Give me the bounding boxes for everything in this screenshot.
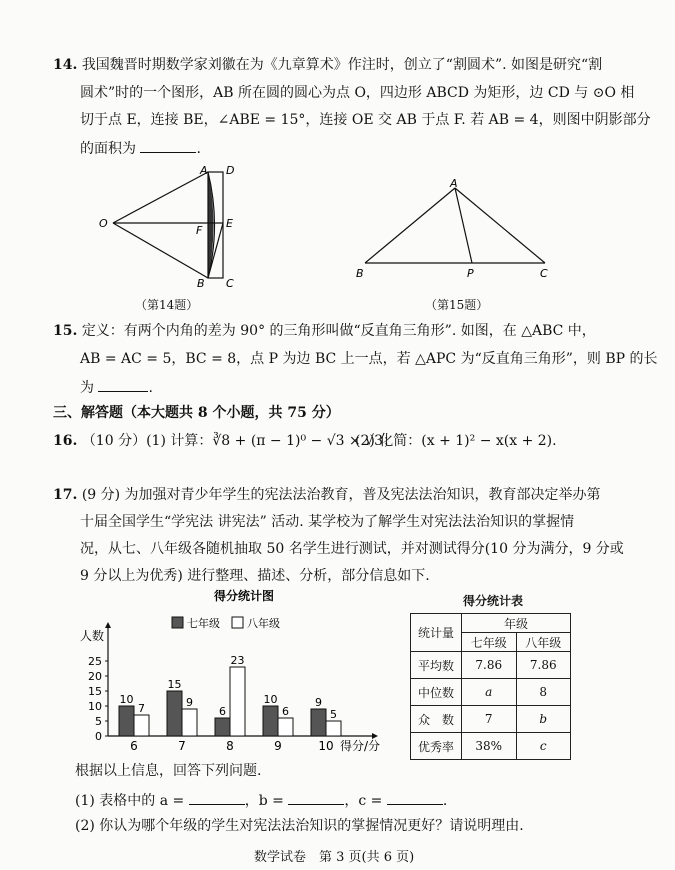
q14-label-o: O xyxy=(99,217,108,230)
table-cell-grade7: 38% xyxy=(462,733,517,760)
y-axis-label: 人数 xyxy=(80,629,105,643)
q15-figure xyxy=(350,178,565,283)
q14-label-b: B xyxy=(197,277,205,290)
q16-part2: (2) 化简：(x + 1)² − x(x + 2). xyxy=(355,433,557,449)
table-cell-label: 中位数 xyxy=(411,679,462,706)
q16-part1: （10 分）(1) 计算：∛8 + (π − 1)⁰ − √3 × √3； xyxy=(81,433,398,449)
q14-line-oa xyxy=(113,172,208,223)
page-footer: 数学试卷 第 3 页(共 6 页) xyxy=(254,850,415,865)
table-cell-label: 众 数 xyxy=(411,706,462,733)
q15-line3-end: . xyxy=(148,380,153,396)
q14-answer-blank[interactable] xyxy=(140,138,196,153)
table-cell-grade7: 7 xyxy=(462,706,517,733)
q17-sub1-end: . xyxy=(442,793,448,809)
q17-line3: 况，从七、八年级各随机抽取 50 名学生进行测试，并对测试得分(10 分为满分，9 分或 xyxy=(80,541,624,557)
q14-line2: 圆术”时的一个图形，AB 所在圆的圆心为点 O，四边形 ABCD 为矩形，边 CD 与 ⊙O 相 xyxy=(80,85,635,101)
q15-answer-blank[interactable] xyxy=(98,377,148,392)
x-tick-label: 8 xyxy=(226,739,234,753)
bar xyxy=(119,706,134,736)
score-bar-chart xyxy=(72,588,392,756)
q15-label-p: P xyxy=(467,267,474,280)
q15-line3: 为 xyxy=(80,380,94,396)
y-axis-arrow xyxy=(105,622,111,628)
q15-number: 15. xyxy=(53,323,78,339)
q17-line1: (9 分) 为加强对青少年学生的宪法法治教育，普及宪法法治知识，教育部决定举办第 xyxy=(81,487,601,503)
q14-label-d: D xyxy=(226,164,235,177)
chart-title: 得分统计图 xyxy=(214,589,275,603)
y-tick-label: 15 xyxy=(88,685,102,698)
table-cell-grade7: a xyxy=(462,679,517,706)
x-tick-label: 6 xyxy=(130,739,138,753)
bar-value-label: 9 xyxy=(315,696,322,709)
answer-blank-b[interactable] xyxy=(288,790,344,805)
q15-caption: （第15题） xyxy=(425,298,489,312)
q14-label-a: A xyxy=(200,164,208,177)
table-row xyxy=(411,652,571,679)
score-stats-table xyxy=(410,613,571,760)
table-cell-label: 优秀率 xyxy=(411,733,462,760)
q15-line1: 定义：有两个内角的差为 90° 的三角形叫做“反直角三角形”. 如图，在 △ABC 中， xyxy=(81,323,596,339)
y-tick-label: 0 xyxy=(95,730,102,743)
q17-sub1-a: (1) 表格中的 a = xyxy=(75,793,185,809)
bar xyxy=(326,721,341,736)
q14-line-ob xyxy=(113,223,208,278)
bar xyxy=(215,718,230,736)
bar xyxy=(167,691,182,736)
bar-value-label: 6 xyxy=(282,705,289,718)
bar-value-label: 9 xyxy=(186,696,193,709)
y-tick-label: 20 xyxy=(88,670,102,683)
table-cell-grade8: 7.86 xyxy=(516,652,571,679)
q14-number: 14. xyxy=(53,57,78,73)
x-axis-label: 得分/分 xyxy=(340,739,381,753)
table-row xyxy=(411,733,571,760)
q17-sub1-b: ，b = xyxy=(244,793,284,809)
q14-label-c: C xyxy=(226,277,234,290)
table-row xyxy=(411,706,571,733)
q14-line1: 我国魏晋时期数学家刘徽在为《九章算术》作注时，创立了“割圆术”. 如图是研究“割 xyxy=(81,57,603,73)
q15-side-ac xyxy=(455,188,545,263)
answer-blank-a[interactable] xyxy=(189,790,245,805)
q15-segment-ap xyxy=(455,188,472,263)
bar-value-label: 5 xyxy=(330,708,337,721)
table-cell-grade7: 7.86 xyxy=(462,652,517,679)
table-title: 得分统计表 xyxy=(463,594,524,608)
table-cell-grade8: c xyxy=(516,733,571,760)
q17-sub2: (2) 你认为哪个年级的学生对宪法法治知识的掌握情况更好？请说明理由. xyxy=(75,818,524,834)
bar xyxy=(311,709,326,736)
q14-line4-end: . xyxy=(196,141,201,157)
q17-line2: 十届全国学生“学宪法 讲宪法” 活动. 某学校为了解学生对宪法法治知识的掌握情 xyxy=(80,514,575,530)
bar xyxy=(182,709,197,736)
q14-label-e: E xyxy=(226,217,233,230)
q14-line3: 切于点 E，连接 BE，∠ABE = 15°，连接 OE 交 AB 于点 F. 若 AB = 4，则图中阴影部分 xyxy=(80,112,651,128)
q17-number: 17. xyxy=(53,487,78,503)
q16-number: 16. xyxy=(53,433,78,449)
bar xyxy=(263,706,278,736)
section3-title: 三、解答题（本大题共 8 个小题，共 75 分） xyxy=(53,405,340,421)
q14-caption: （第14题） xyxy=(135,298,199,312)
answer-blank-c[interactable] xyxy=(387,790,443,805)
table-header-stat: 统计量 xyxy=(411,614,462,652)
q15-side-ab xyxy=(365,188,455,263)
q15-label-b: B xyxy=(356,267,364,280)
table-header-grade: 年级 xyxy=(462,614,571,633)
table-header-grade8: 八年级 xyxy=(516,633,571,652)
chart-plot-area xyxy=(88,622,381,753)
bar-value-label: 7 xyxy=(138,702,145,715)
y-tick-label: 10 xyxy=(88,700,102,713)
y-tick-label: 25 xyxy=(88,655,102,668)
table-cell-grade8: b xyxy=(516,706,571,733)
table-cell-grade8: 8 xyxy=(516,679,571,706)
bar-value-label: 10 xyxy=(263,693,278,706)
legend-swatch-grade8 xyxy=(232,617,243,628)
bar xyxy=(134,715,149,736)
q17-sub1-c: ，c = xyxy=(344,793,383,809)
bar-value-label: 10 xyxy=(119,693,134,706)
table-header-grade7: 七年级 xyxy=(462,633,517,652)
legend-swatch-grade7 xyxy=(172,617,183,628)
y-tick-label: 5 xyxy=(95,715,102,728)
bar-value-label: 23 xyxy=(230,654,245,667)
x-tick-label: 10 xyxy=(318,739,334,753)
bar-value-label: 6 xyxy=(219,705,226,718)
q14-line4: 的面积为 xyxy=(80,141,136,157)
q14-figure xyxy=(95,160,245,292)
q14-label-f: F xyxy=(196,224,203,237)
x-tick-label: 7 xyxy=(178,739,186,753)
legend-label-grade8: 八年级 xyxy=(247,617,280,630)
table-cell-label: 平均数 xyxy=(411,652,462,679)
q17-after: 根据以上信息，回答下列问题. xyxy=(75,763,262,779)
q15-line2: AB = AC = 5，BC = 8，点 P 为边 BC 上一点，若 △APC 为“反直角三角形”，则 BP 的长 xyxy=(80,351,658,367)
bar xyxy=(230,667,245,736)
legend-label-grade7: 七年级 xyxy=(187,617,220,630)
q15-label-a: A xyxy=(450,178,458,190)
table-row xyxy=(411,679,571,706)
q17-line4: 9 分以上为优秀) 进行整理、描述、分析，部分信息如下. xyxy=(80,568,430,584)
bar-value-label: 15 xyxy=(167,678,182,691)
q15-label-c: C xyxy=(540,267,548,280)
bar xyxy=(278,718,293,736)
x-tick-label: 9 xyxy=(274,739,282,753)
